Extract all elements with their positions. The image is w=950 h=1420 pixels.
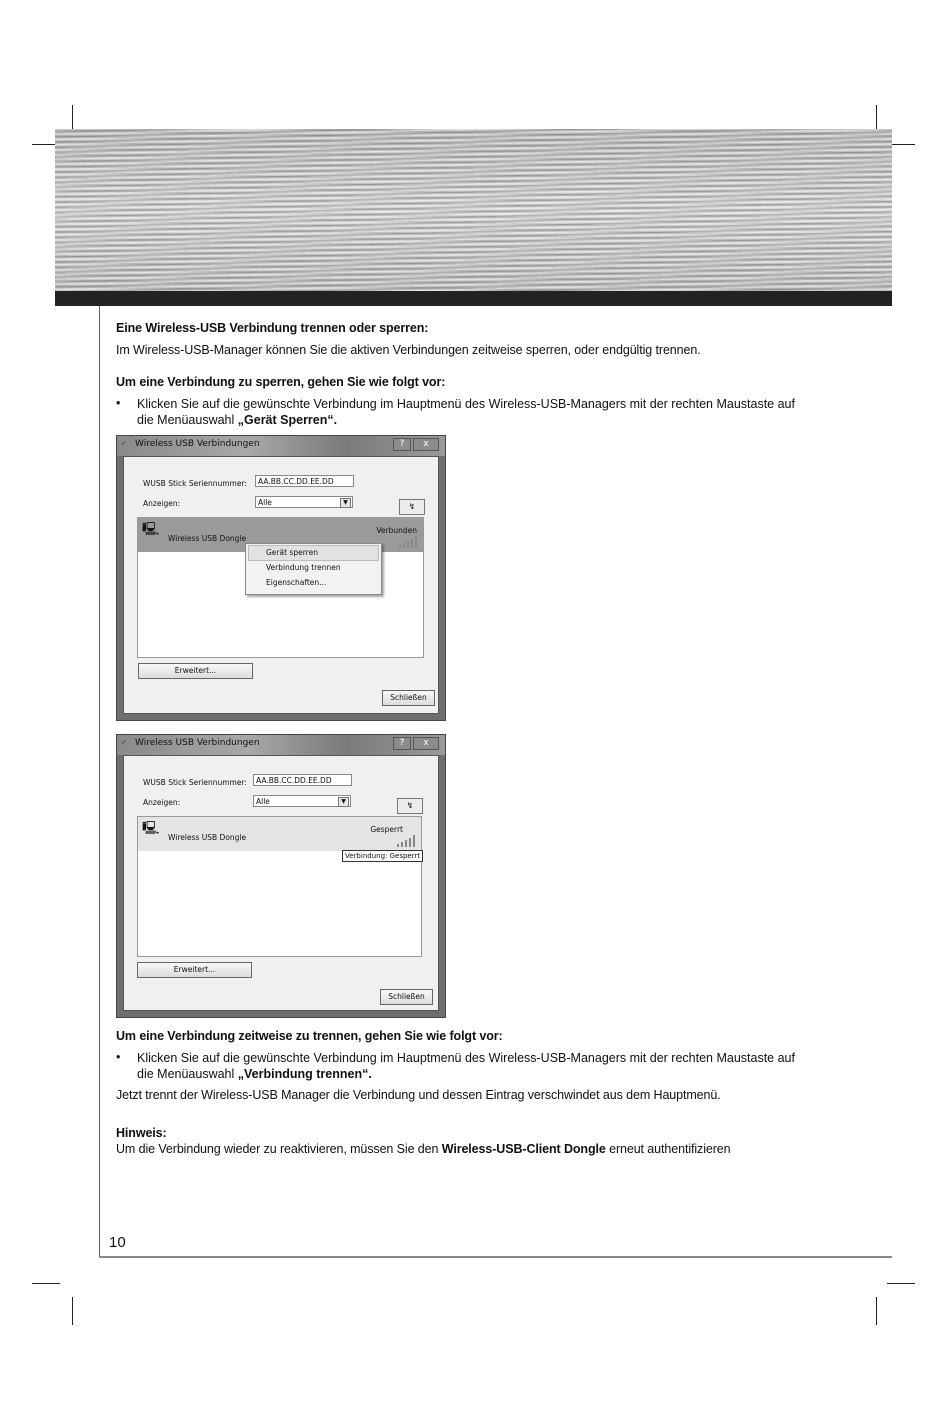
note-heading: Hinweis:	[116, 1126, 167, 1140]
section-heading: Um eine Verbindung zeitweise zu trennen, gehen Sie wie folgt vor:	[116, 1029, 503, 1043]
device-name: Wireless USB Dongle	[168, 534, 247, 543]
dialog-window	[116, 435, 446, 721]
show-select[interactable]	[255, 496, 353, 508]
bullet-line: Klicken Sie auf die gewünschte Verbindung im Hauptmenü des Wireless-USB-Managers mit der rechten Maustaste auf	[137, 1051, 795, 1065]
refresh-icon[interactable]: ↯	[399, 499, 425, 515]
bullet: •	[116, 1050, 121, 1064]
menu-choice: „Verbindung trennen“.	[237, 1067, 372, 1081]
page-number: 10	[109, 1234, 126, 1251]
serial-label: WUSB Stick Seriennummer:	[143, 778, 247, 787]
status-badge: Gesperrt	[370, 825, 403, 834]
bullet-line: die Menüauswahl	[137, 1067, 238, 1081]
help-button[interactable]: ?	[393, 438, 411, 451]
help-button[interactable]: ?	[393, 737, 411, 750]
note-suffix: erneut authentifizieren	[605, 1142, 731, 1156]
wireless-app-icon: ◜	[122, 440, 126, 451]
crop-mark	[887, 1283, 915, 1284]
close-icon[interactable]: x	[413, 737, 439, 750]
note-text	[116, 1141, 731, 1157]
computer-icon: 🖳	[142, 522, 160, 537]
bottom-rule	[99, 1256, 892, 1258]
chevron-down-icon[interactable]: ▼	[338, 797, 349, 807]
advanced-button[interactable]: Erweitert...	[137, 962, 252, 978]
show-label: Anzeigen:	[143, 798, 181, 807]
section-intro: Im Wireless-USB-Manager können Sie die aktiven Verbindungen zeitweise sperren, oder endgültig trennen.	[116, 343, 701, 357]
note-prefix: Um die Verbindung wieder zu reaktivieren, müssen Sie den	[116, 1142, 442, 1156]
show-select-value: Alle	[258, 498, 272, 507]
show-select[interactable]	[253, 795, 351, 807]
menu-choice: „Gerät Sperren“.	[237, 413, 338, 427]
status-tooltip: Verbindung: Gesperrt	[342, 850, 423, 862]
signal-icon	[397, 835, 415, 847]
device-list[interactable]	[137, 816, 422, 957]
bullet-line: Klicken Sie auf die gewünschte Verbindung im Hauptmenü des Wireless-USB-Managers mit der rechten Maustaste auf	[137, 397, 795, 411]
header-texture	[55, 129, 892, 291]
serial-field[interactable]: AA.BB.CC.DD.EE.DD	[255, 475, 354, 487]
wireless-app-icon: ◜	[122, 739, 126, 750]
dialog-body	[123, 755, 439, 1011]
menu-item-properties[interactable]: Eigenschaften...	[266, 578, 327, 587]
dialog-title: Wireless USB Verbindungen	[135, 738, 260, 748]
dialog-title: Wireless USB Verbindungen	[135, 439, 260, 449]
show-select-value: Alle	[256, 797, 270, 806]
close-button[interactable]: Schließen	[382, 690, 435, 706]
computer-icon: 🖳	[142, 821, 160, 836]
header-bar	[55, 291, 892, 306]
dialog-window	[116, 734, 446, 1018]
close-icon[interactable]: x	[413, 438, 439, 451]
crop-mark	[32, 1283, 60, 1284]
title-bar	[117, 436, 445, 456]
refresh-icon[interactable]: ↯	[397, 798, 423, 814]
device-name: Wireless USB Dongle	[168, 833, 247, 842]
left-rule	[99, 306, 100, 1258]
crop-mark	[72, 1297, 73, 1325]
title-bar	[117, 735, 445, 755]
menu-item-disconnect[interactable]: Verbindung trennen	[266, 563, 341, 572]
note-bold: Wireless-USB-Client Dongle	[441, 1142, 606, 1156]
advanced-button[interactable]: Erweitert...	[138, 663, 253, 679]
section-heading: Eine Wireless-USB Verbindung trennen oder sperren:	[116, 321, 429, 335]
status-badge: Verbunden	[376, 526, 417, 535]
bullet-line: die Menüauswahl	[137, 413, 238, 427]
serial-label: WUSB Stick Seriennummer:	[143, 479, 247, 488]
section-heading: Um eine Verbindung zu sperren, gehen Sie wie folgt vor:	[116, 375, 446, 389]
bullet-text	[137, 1050, 797, 1082]
dialog-body	[123, 456, 439, 714]
signal-icon	[399, 536, 417, 548]
menu-item-lock-device[interactable]: Gerät sperren	[266, 548, 318, 557]
chevron-down-icon[interactable]: ▼	[340, 498, 351, 508]
crop-mark	[876, 1297, 877, 1325]
show-label: Anzeigen:	[143, 499, 181, 508]
list-item[interactable]	[138, 817, 421, 851]
bullet: •	[116, 396, 121, 410]
serial-field[interactable]: AA.BB.CC.DD.EE.DD	[253, 774, 352, 786]
bullet-text	[137, 396, 797, 428]
context-menu	[245, 543, 382, 595]
close-button[interactable]: Schließen	[380, 989, 433, 1005]
section-text: Jetzt trennt der Wireless-USB Manager die Verbindung und dessen Eintrag verschwindet aus dem Hauptmenü.	[116, 1088, 721, 1102]
